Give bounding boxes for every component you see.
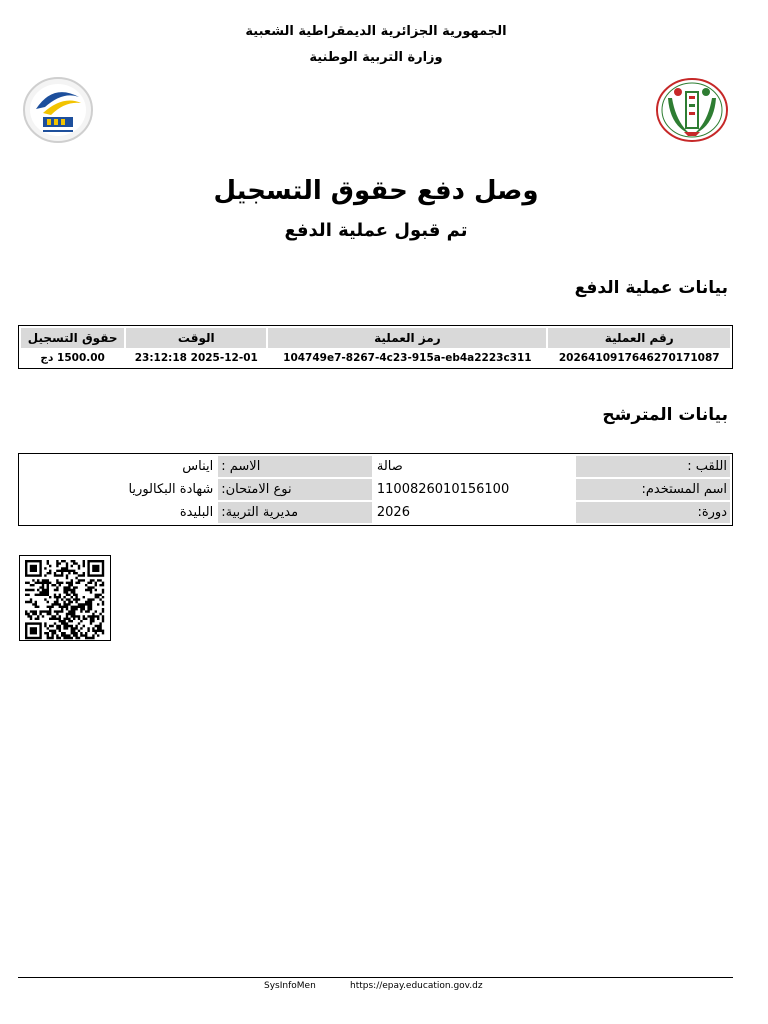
registration-fee: 1500.00 دج <box>40 352 105 364</box>
candidate-table <box>18 453 733 526</box>
col-time: الوقت <box>126 328 266 348</box>
surname-label: اللقب : <box>576 456 730 477</box>
col-operation-code: رمز العملية <box>268 328 546 348</box>
username-label: اسم المستخدم: <box>576 479 730 500</box>
session-value: 2026 <box>376 505 410 520</box>
footer-url-link[interactable]: https://epay.education.gov.dz <box>350 981 483 991</box>
exam-type-value: شهادة البكالوريا <box>128 482 214 497</box>
republic-heading: الجمهورية الجزائرية الديمقراطية الشعبية <box>245 24 507 39</box>
table-row <box>21 502 730 523</box>
directorate-value: البليدة <box>179 505 214 520</box>
receipt-title: وصل دفع حقوق التسجيل <box>213 176 539 206</box>
payment-status: تم قبول عملية الدفع <box>284 220 468 241</box>
payment-table <box>18 325 733 369</box>
col-operation-number: رقم العملية <box>548 328 730 348</box>
firstname-label: الاسم : <box>218 456 372 477</box>
payment-table-header <box>21 328 730 348</box>
col-registration-fee: حقوق التسجيل <box>21 328 124 348</box>
ministry-heading: وزارة التربية الوطنية <box>309 50 443 65</box>
qr-code <box>19 555 111 641</box>
operation-number: 20264109176462701710​87 <box>558 352 720 364</box>
directorate-label: مديرية التربية: <box>218 502 372 523</box>
candidate-section-heading: بيانات المترشح <box>602 405 728 425</box>
operation-code: 104749e7-8267-4c23-915a-eb4a2223c311 <box>283 352 532 364</box>
qr-finder-pattern <box>25 560 42 577</box>
algerie-poste-logo <box>23 77 93 143</box>
surname-value: صالة <box>376 459 403 474</box>
username-value: 1100826010156100 <box>376 482 510 497</box>
table-row <box>21 456 730 477</box>
session-label: دورة: <box>576 502 730 523</box>
firstname-value: ايناس <box>182 459 214 474</box>
exam-type-label: نوع الامتحان: <box>218 479 372 500</box>
table-row <box>21 479 730 500</box>
table-row <box>21 350 730 366</box>
payment-section-heading: بيانات عملية الدفع <box>574 278 728 298</box>
footer-divider <box>18 977 733 978</box>
ministry-emblem-logo <box>656 78 728 142</box>
operation-time: 2025-12-01 23:12:18 <box>134 352 258 364</box>
footer-provider: SysInfoMen <box>264 981 316 991</box>
qr-finder-pattern <box>25 622 42 639</box>
qr-finder-pattern <box>87 560 104 577</box>
